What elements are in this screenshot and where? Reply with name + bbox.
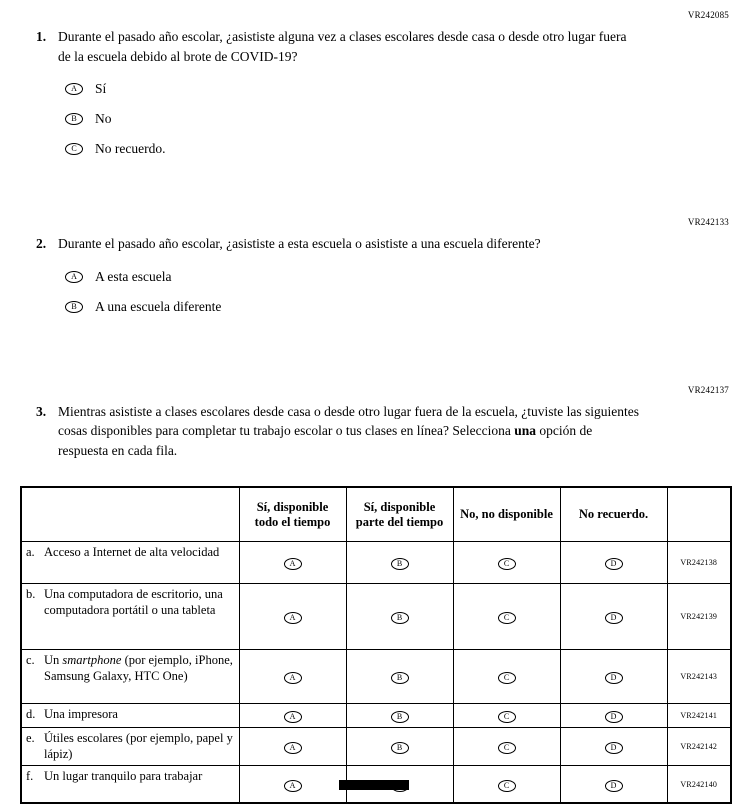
row-letter: f.: [26, 768, 34, 783]
answer-bubble-d[interactable]: D: [605, 711, 623, 723]
answer-bubble-d[interactable]: D: [605, 780, 623, 792]
answer-bubble-c[interactable]: C: [498, 742, 516, 754]
answer-bubble-d[interactable]: D: [605, 672, 623, 684]
row-code: VR242139: [667, 583, 731, 649]
question-1-code: VR242085: [687, 10, 729, 20]
empty-header-cell: [667, 487, 731, 541]
header-not-available: No, no disponible: [453, 487, 560, 541]
option-label: No: [95, 111, 112, 127]
answer-bubble-d[interactable]: D: [605, 612, 623, 624]
header-available-all-time: Sí, disponible todo el tiempo: [239, 487, 346, 541]
answer-bubble-b[interactable]: B: [65, 301, 83, 313]
answer-bubble-a[interactable]: A: [65, 271, 83, 283]
answer-bubble-b[interactable]: B: [391, 742, 409, 754]
row-code: VR242141: [667, 703, 731, 727]
row-label: Acceso a Internet de alta velocidad: [44, 544, 220, 559]
table-row: [21, 727, 731, 765]
empty-header-cell: [21, 487, 239, 541]
answer-bubble-b[interactable]: B: [65, 113, 83, 125]
table-row: [21, 703, 731, 727]
table-row: [21, 583, 731, 649]
question-2-code: VR242133: [687, 217, 729, 228]
answer-bubble-b[interactable]: B: [391, 672, 409, 684]
question-2-options: [65, 269, 729, 315]
question-3-text: Mientras asististe a clases escolares desde casa o desde otro lugar fuera de la escuela, ¿tuviste las siguientes cosas disponibles para completar tu trabajo escolar o tus clases en línea? Selecciona una opción de respuesta en cada fila.: [58, 403, 640, 458]
q2-option-b[interactable]: [65, 299, 729, 315]
row-letter: c.: [26, 652, 35, 667]
q2-option-a[interactable]: [65, 269, 729, 285]
answer-bubble-c[interactable]: C: [498, 672, 516, 684]
option-label: A una escuela diferente: [95, 298, 222, 314]
q1-option-b[interactable]: [65, 111, 729, 127]
question-1-text: Durante el pasado año escolar, ¿asististe alguna vez a clases escolares desde casa o desde otro lugar fuera de la escuela debido al brote de COVID-19?: [58, 29, 627, 64]
question-2-text: Durante el pasado año escolar, ¿asististe a esta escuela o asististe a una escuela diferente?: [58, 236, 541, 252]
answer-bubble-a[interactable]: A: [284, 780, 302, 792]
answer-bubble-b[interactable]: B: [391, 711, 409, 723]
option-label: No recuerdo.: [95, 141, 166, 157]
row-label: Útiles escolares (por ejemplo, papel y lápiz): [44, 730, 233, 762]
question-1-options: [65, 81, 729, 157]
answer-bubble-c[interactable]: C: [498, 558, 516, 570]
response-matrix-table: [20, 486, 732, 804]
answer-bubble-a[interactable]: A: [284, 711, 302, 723]
header-available-part-time: Sí, disponible parte del tiempo: [346, 487, 453, 541]
answer-bubble-a[interactable]: A: [65, 83, 83, 95]
row-code: VR242140: [667, 765, 731, 803]
row-code: VR242143: [667, 649, 731, 703]
q1-option-a[interactable]: [65, 81, 729, 97]
row-letter: b.: [26, 586, 36, 601]
answer-bubble-b[interactable]: B: [391, 558, 409, 570]
row-label: Un lugar tranquilo para trabajar: [44, 768, 203, 783]
row-letter: a.: [26, 544, 35, 559]
answer-bubble-d[interactable]: D: [605, 558, 623, 570]
row-letter: e.: [26, 730, 35, 745]
table-row: [21, 541, 731, 583]
answer-bubble-a[interactable]: A: [284, 612, 302, 624]
row-code: VR242142: [667, 727, 731, 765]
question-2-number: 2.: [36, 236, 47, 252]
option-label: Sí: [95, 81, 107, 97]
question-1-number: 1.: [36, 29, 47, 44]
answer-bubble-d[interactable]: D: [605, 742, 623, 754]
question-3-code: VR242137: [687, 384, 729, 395]
answer-bubble-a[interactable]: A: [284, 672, 302, 684]
answer-bubble-c[interactable]: C: [498, 612, 516, 624]
answer-bubble-b[interactable]: B: [391, 612, 409, 624]
table-row: [21, 649, 731, 703]
answer-bubble-a[interactable]: A: [284, 742, 302, 754]
row-letter: d.: [26, 706, 36, 721]
question-1: [36, 27, 729, 171]
row-label: Una computadora de escritorio, una computadora portátil o una tableta: [44, 586, 223, 618]
question-3: [36, 402, 729, 461]
answer-bubble-c[interactable]: C: [498, 780, 516, 792]
header-dont-remember: No recuerdo.: [560, 487, 667, 541]
page-footer-marker: [339, 780, 409, 790]
row-code: VR242138: [667, 541, 731, 583]
q1-option-c[interactable]: [65, 141, 729, 157]
answer-bubble-a[interactable]: A: [284, 558, 302, 570]
option-label: A esta escuela: [95, 268, 172, 284]
row-label: Una impresora: [44, 706, 118, 721]
answer-bubble-c[interactable]: C: [65, 143, 83, 155]
row-label: Un smartphone (por ejemplo, iPhone, Samsung Galaxy, HTC One): [44, 652, 233, 684]
table-header-row: [21, 487, 731, 541]
answer-bubble-c[interactable]: C: [498, 711, 516, 723]
question-3-number: 3.: [36, 403, 47, 419]
question-2: [36, 234, 729, 329]
